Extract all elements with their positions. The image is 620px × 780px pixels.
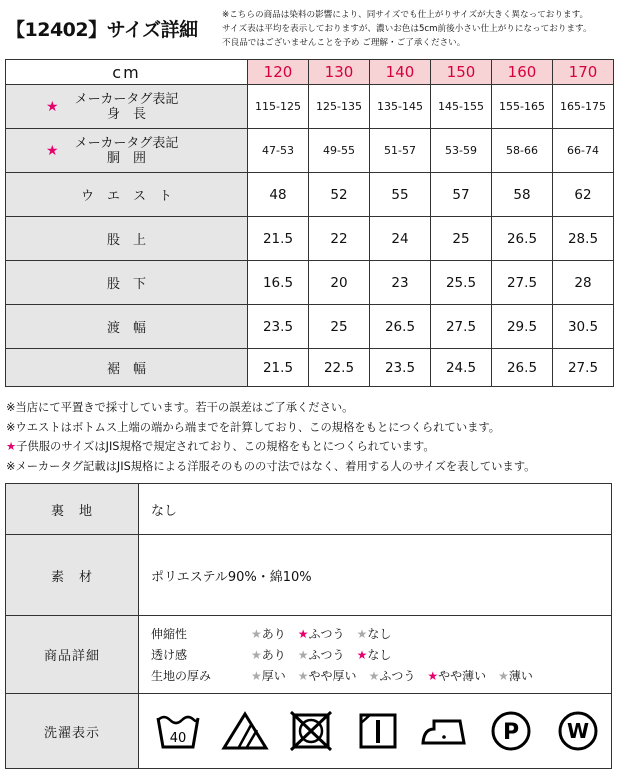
detail-option-text: なし (367, 648, 392, 662)
care-symbols (139, 694, 612, 769)
size-header: 160 (492, 60, 553, 85)
detail-option (357, 646, 392, 663)
size-cell: 24 (370, 217, 431, 261)
size-row-label: 裾 幅 (6, 349, 248, 387)
size-cell: 27.5 (553, 349, 614, 387)
size-row-label (6, 85, 248, 129)
size-row-label-text: 胴 囲 (106, 150, 146, 166)
size-cell: 26.5 (492, 349, 553, 387)
detail-option-text: 厚い (261, 669, 286, 683)
size-row (6, 217, 614, 261)
size-row (6, 129, 614, 173)
detail-option-text: やや薄い (438, 669, 487, 683)
notes-mid (6, 398, 535, 476)
size-row (6, 85, 614, 129)
size-cell: 21.5 (248, 349, 309, 387)
size-cell: 55 (370, 173, 431, 217)
size-cell: 58-66 (492, 129, 553, 173)
size-cell: 25 (309, 305, 370, 349)
size-cell: 115-125 (248, 85, 309, 129)
size-cell: 23 (370, 261, 431, 305)
detail-row (151, 644, 611, 665)
size-row (6, 305, 614, 349)
size-cell: 27.5 (431, 305, 492, 349)
no-tumble-dry-icon (278, 711, 345, 751)
info-table (5, 483, 612, 769)
size-cell: 21.5 (248, 217, 309, 261)
wet-clean-w-icon (544, 710, 611, 752)
detail-option (251, 646, 286, 663)
size-cell: 22 (309, 217, 370, 261)
material-label: 素 材 (6, 535, 139, 616)
detail-option-text: ふつう (308, 648, 345, 662)
size-row-label (6, 129, 248, 173)
size-header: 120 (248, 60, 309, 85)
detail-option (251, 625, 286, 642)
page-title: 【12402】サイズ詳細 (6, 19, 198, 41)
size-header: 150 (431, 60, 492, 85)
detail-option (298, 646, 345, 663)
detail-option (357, 625, 392, 642)
size-row-label: ウ エ ス ト (6, 173, 248, 217)
size-cell: 16.5 (248, 261, 309, 305)
detail-option-text: 薄い (508, 669, 533, 683)
star-icon: ★ (251, 648, 262, 662)
size-cell: 51-57 (370, 129, 431, 173)
size-cell: 28.5 (553, 217, 614, 261)
detail-option-text: なし (367, 627, 392, 641)
detail-row (151, 623, 611, 644)
size-row (6, 349, 614, 387)
star-icon: ★ (297, 669, 309, 683)
detail-option (369, 667, 416, 684)
size-cell: 27.5 (492, 261, 553, 305)
line-dry-icon (345, 711, 412, 751)
bleach-icon (212, 711, 279, 751)
star-icon: ★ (46, 98, 59, 115)
svg-text:40: 40 (170, 731, 187, 746)
size-cell: 52 (309, 173, 370, 217)
info-row-care (6, 694, 612, 769)
star-icon: ★ (251, 627, 262, 641)
size-cell: 58 (492, 173, 553, 217)
wash-40-icon (145, 711, 212, 751)
info-row-details (6, 616, 612, 694)
size-row-label-text: メーカータグ表記 (74, 135, 179, 151)
star-icon: ★ (46, 142, 59, 159)
size-cell: 57 (431, 173, 492, 217)
size-row-label: 股 下 (6, 261, 248, 305)
size-cell: 20 (309, 261, 370, 305)
size-row-label-text: 身 長 (106, 106, 146, 122)
star-icon: ★ (368, 669, 380, 683)
size-row (6, 261, 614, 305)
unit-label: cm (6, 60, 248, 85)
detail-name: 生地の厚み (151, 669, 212, 683)
note-line: ※メーカータグ記載はJIS規格による洋服そのものの寸法ではなく、着用する人のサイズを表しています。 (6, 459, 536, 473)
detail-option-text: ふつう (379, 669, 416, 683)
star-icon: ★ (356, 648, 368, 662)
size-cell: 28 (553, 261, 614, 305)
size-row-label: 股 上 (6, 217, 248, 261)
detail-option-text: ふつう (308, 627, 345, 641)
size-cell: 48 (248, 173, 309, 217)
note-line: ※ウエストはボトムス上端の端から端までを計算しており、この規格をもとにつくられています。 (6, 420, 501, 434)
size-cell: 135-145 (370, 85, 431, 129)
detail-option (298, 667, 357, 684)
size-cell: 165-175 (553, 85, 614, 129)
size-cell: 23.5 (370, 349, 431, 387)
detail-option-text: あり (261, 648, 286, 662)
size-cell: 47-53 (248, 129, 309, 173)
detail-option (498, 667, 533, 684)
size-header: 130 (309, 60, 370, 85)
star-icon: ★ (427, 669, 439, 683)
note-text: 子供服のサイズはJIS規格で規定されており、この規格をもとにつくられています。 (16, 440, 435, 453)
note-line: 不良品ではございませんことを予め ご理解・ご了承ください。 (222, 38, 466, 48)
star-icon: ★ (498, 669, 509, 683)
note-line: ※当店にて平置きで採寸しています。若干の誤差はご了承ください。 (6, 401, 354, 414)
size-table (5, 59, 614, 387)
size-cell: 53-59 (431, 129, 492, 173)
details-label: 商品詳細 (6, 616, 139, 694)
star-icon: ★ (297, 627, 309, 641)
size-cell: 22.5 (309, 349, 370, 387)
lining-label: 裏 地 (6, 484, 139, 535)
size-cell: 24.5 (431, 349, 492, 387)
detail-option (427, 667, 486, 684)
star-icon: ★ (251, 669, 262, 683)
iron-icon (411, 711, 478, 751)
dry-clean-p-icon (478, 710, 545, 752)
size-cell: 62 (553, 173, 614, 217)
size-cell: 145-155 (431, 85, 492, 129)
size-cell: 66-74 (553, 129, 614, 173)
star-icon: ★ (356, 627, 368, 641)
detail-option (298, 625, 345, 642)
info-row-material (6, 535, 612, 616)
details-value (139, 616, 612, 694)
detail-option (251, 667, 286, 684)
note-line (6, 437, 535, 457)
detail-name: 透け感 (151, 648, 188, 662)
svg-text:W: W (566, 719, 589, 743)
detail-option-text: やや厚い (308, 669, 357, 683)
material-value: ポリエステル90%・綿10% (139, 535, 612, 616)
care-label: 洗濯表示 (6, 694, 139, 769)
size-row (6, 173, 614, 217)
size-header: 140 (370, 60, 431, 85)
note-line: サイズ表は平均を表示しておりますが、濃いお色は5cm前後小さい仕上がりになっております。 (222, 24, 592, 34)
size-cell: 25.5 (431, 261, 492, 305)
note-line: ※こちらの商品は染料の影響により、同サイズでも仕上がりサイズが大きく異なっております。 (222, 10, 589, 20)
size-cell: 29.5 (492, 305, 553, 349)
info-row-lining (6, 484, 612, 535)
size-cell: 125-135 (309, 85, 370, 129)
size-header-row (6, 60, 614, 85)
notes-top (222, 8, 592, 50)
star-icon: ★ (6, 440, 17, 453)
detail-name: 伸縮性 (151, 627, 188, 641)
lining-value: なし (139, 484, 612, 535)
detail-option-text: あり (261, 627, 286, 641)
svg-text:P: P (503, 720, 520, 745)
size-cell: 23.5 (248, 305, 309, 349)
size-cell: 30.5 (553, 305, 614, 349)
size-cell: 25 (431, 217, 492, 261)
size-cell: 49-55 (309, 129, 370, 173)
size-cell: 155-165 (492, 85, 553, 129)
detail-row (151, 665, 611, 686)
size-row-label-text: メーカータグ表記 (74, 91, 179, 107)
size-row-label: 渡 幅 (6, 305, 248, 349)
size-cell: 26.5 (370, 305, 431, 349)
star-icon: ★ (297, 648, 309, 662)
size-cell: 26.5 (492, 217, 553, 261)
size-header: 170 (553, 60, 614, 85)
